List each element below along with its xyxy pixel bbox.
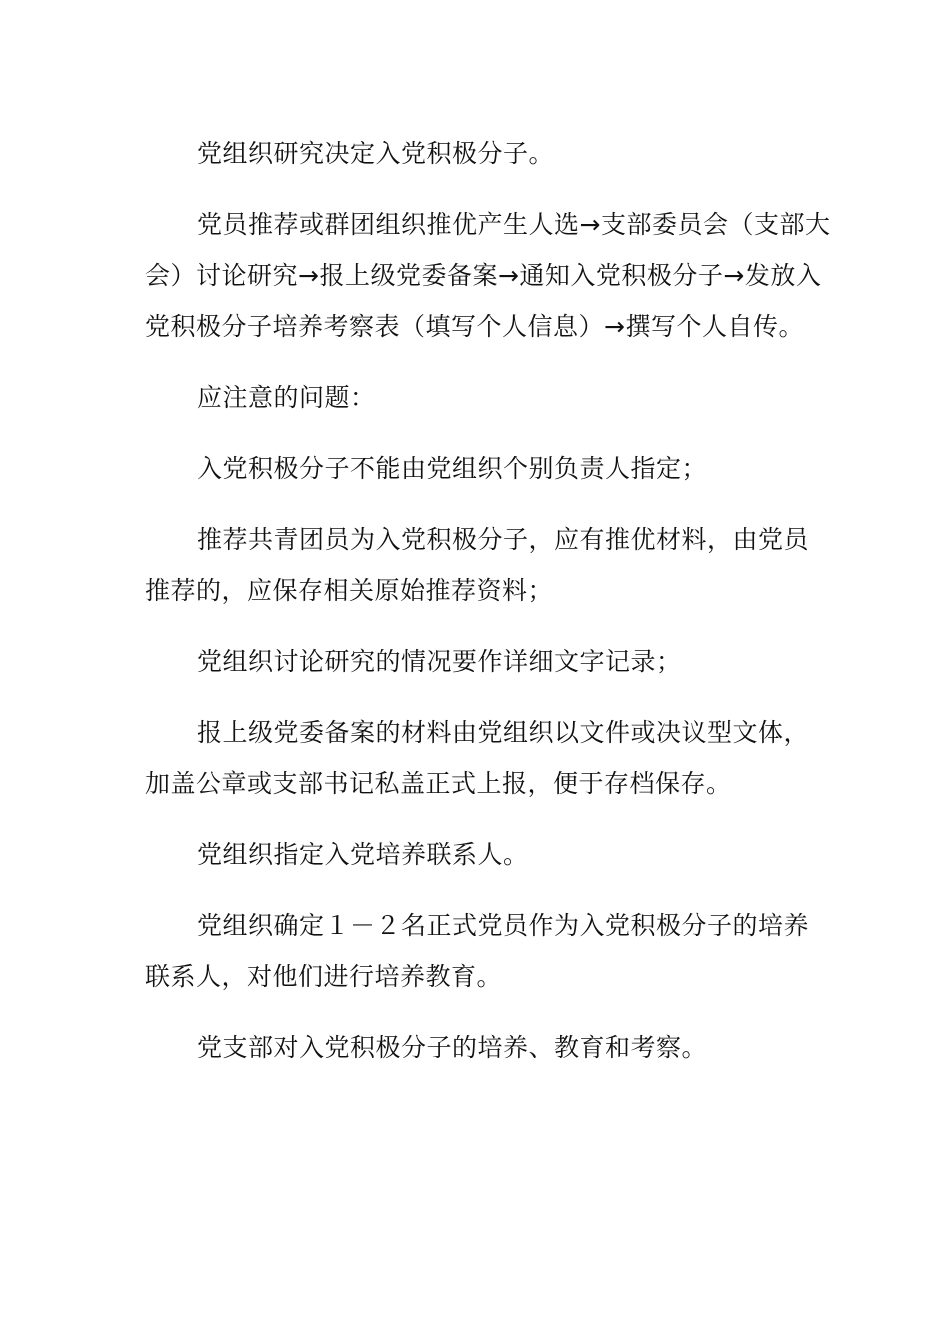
paragraph-10: 党支部对入党积极分子的培养、教育和考察。 [197, 1033, 708, 1062]
paragraph-4: 入党积极分子不能由党组织个别负责人指定； [197, 454, 708, 483]
paragraph-8: 党组织指定入党培养联系人。 [197, 840, 529, 869]
paragraph-9: 党组织确定１－２名正式党员作为入党积极分子的培养联系人，对他们进行培养教育。 [145, 911, 810, 991]
paragraph-1: 党组织研究决定入党积极分子。 [197, 139, 555, 168]
document-body [145, 128, 833, 1093]
paragraph-7: 报上级党委备案的材料由党组织以文件或决议型文体，加盖公章或支部书记私盖正式上报，便于存档保存。 [145, 718, 810, 798]
paragraph-5: 推荐共青团员为入党积极分子，应有推优材料，由党员推荐的，应保存相关原始推荐资料； [145, 525, 810, 605]
paragraph-3: 应注意的问题： [197, 383, 376, 412]
paragraph-2: 党员推荐或群团组织推优产生人选→支部委员会（支部大会）讨论研究→报上级党委备案→通知入党积极分子→发放入党积极分子培养考察表（填写个人信息）→撰写个人自传。 [145, 210, 831, 341]
paragraph-6: 党组织讨论研究的情况要作详细文字记录； [197, 647, 682, 676]
